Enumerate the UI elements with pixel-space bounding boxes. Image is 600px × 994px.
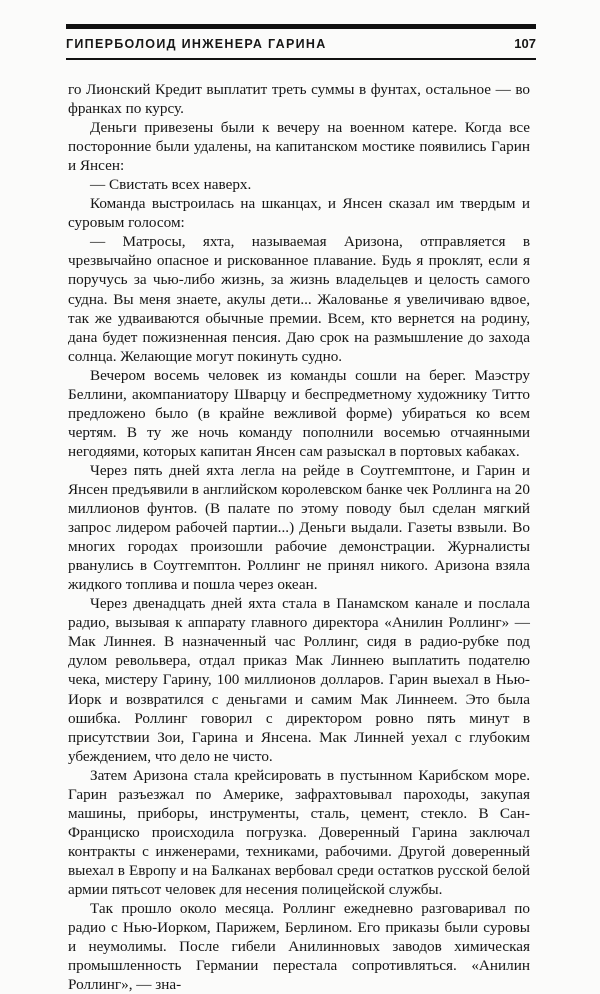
body-text bbox=[68, 80, 530, 994]
paragraph: — Свистать всех наверх. bbox=[90, 176, 252, 194]
paragraph: Через пять дней яхта легла на рейде в Соутгемптоне, и Гарин и Янсен предъявили в английском королевском банке чек Роллинга на 20 миллионов фунтов. (В палате по этому поводу был сделан мягкий запрос лидером рабочей партии...) Деньги выдали. Газеты взвыли. Во многих городах произошли рабочие демонстрации. Журналисты рванулись в Соутгемптон. Роллинг не принял никого. Аризона взяла жидкого топлива и пошла через океан. bbox=[68, 461, 530, 594]
paragraph: Через двенадцать дней яхта стала в Панамском канале и послала радио, вызывая к аппарату главного директора «Анилин Роллинг» — Мак Линнея. В назначенный час Роллинг, сидя в радио-рубке под дулом револьвера, отдал приказ Мак Линнею выплатить подателю чека, мистеру Гарину, 100 миллионов долларов. Гарин выехал в Нью-Иорк и возвратился с деньгами и самим Мак Линнеем. Это была ошибка. Роллинг говорил с директором ровно пять минут в присутствии Зои, Гарина и Янсена. Мак Линней уехал с глубоким убеждением, что дело не чисто. bbox=[68, 595, 530, 765]
header-bottom-rule bbox=[66, 58, 536, 60]
page-number: 107 bbox=[514, 36, 536, 51]
paragraph: Так прошло около месяца. Роллинг ежедневно разговаривал по радио с Нью-Иорком, Парижем, Берлином. Его приказы были суровы и неумолимы. После гибели Анилинновых заводов химическая промышленность Германии перестала сопротивляться. «Анилин Роллинг», — зна- bbox=[68, 900, 530, 994]
header-top-rule bbox=[66, 24, 536, 29]
paragraph: го Лионский Кредит выплатит треть суммы в фунтах, остальное — во франках по курсу. bbox=[68, 81, 530, 118]
paragraph: Затем Аризона стала крейсировать в пустынном Карибском море. Гарин разъезжал по Америке, зафрахтовывал пароходы, закупая машины, приборы, инструменты, сталь, цемент, стекло. В Сан-Франциско происходила погрузка. Доверенный Гарина заключал контракты с инженерами, техниками, рабочими. Другой доверенный выехал в Европу и на Балканах вербовал среди остатков русской белой армии пятьсот человек для несения полицейской службы. bbox=[68, 766, 530, 898]
running-title: ГИПЕРБОЛОИД ИНЖЕНЕРА ГАРИНА bbox=[66, 37, 327, 51]
paragraph: Вечером восемь человек из команды сошли на берег. Маэстру Беллини, акомпаниатору Шварцу и беспредметному художнику Титто предложено было (в крайне вежливой форме) убираться ко всем чертям. В ту же ночь команду пополнили восемью отчаянными негодяями, которых капитан Янсен сам разыскал в портовых кабаках. bbox=[68, 366, 530, 460]
paragraph: — Матросы, яхта, называемая Аризона, отправляется в чрезвычайно опасное и рискованное плавание. Будь я проклят, если я поручусь за чью-либо жизнь, за жизнь владельцев и целость самого судна. Вы меня знаете, акулы дети... Жалованье я увеличиваю вдвое, так же удваиваются обычные премии. Всем, кто вернется на родину, дана будет пожизненная пенсия. Даю срок на размышление до захода солнца. Желающие могут покинуть судно. bbox=[68, 233, 530, 365]
paragraph: Команда выстроилась на шканцах, и Янсен сказал им твердым и суровым голосом: bbox=[68, 195, 530, 232]
page-header bbox=[66, 36, 536, 54]
paragraph: Деньги привезены были к вечеру на военном катере. Когда все посторонние были удалены, на капитанском мостике появились Гарин и Янсен: bbox=[68, 119, 530, 175]
